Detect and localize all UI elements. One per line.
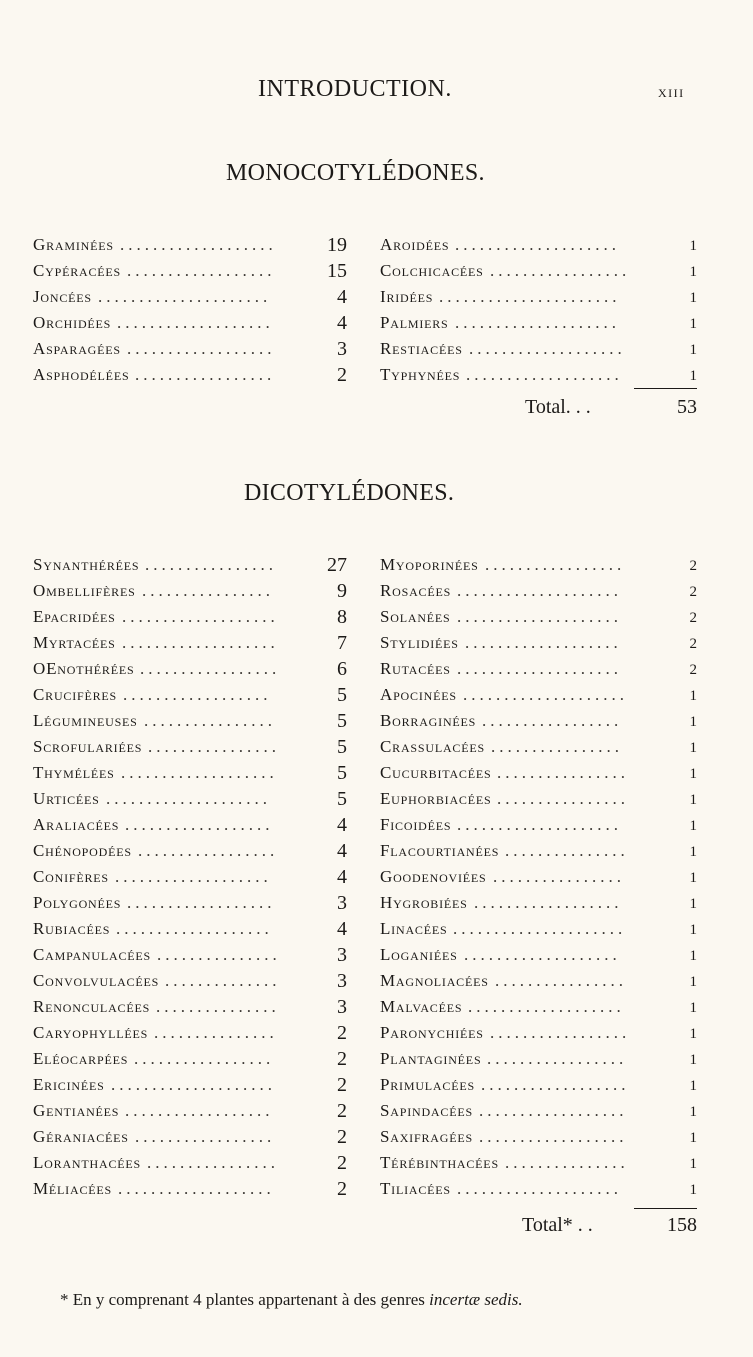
family-row: [380, 604, 697, 630]
family-row: [33, 994, 347, 1020]
family-count: 2: [337, 364, 347, 386]
family-name: Asphodélées: [33, 365, 130, 384]
family-row: [380, 1150, 697, 1176]
leader-dots: ....................: [457, 659, 622, 678]
family-row: [380, 258, 697, 284]
leader-dots: ................: [142, 581, 274, 600]
family-row: [380, 890, 697, 916]
family-row: [380, 362, 697, 388]
family-name: Myrtacées: [33, 633, 116, 652]
family-count: 1: [689, 792, 697, 808]
leader-dots: ...................: [117, 313, 274, 332]
family-row: [33, 578, 347, 604]
family-count: 19: [327, 234, 347, 256]
family-row: [380, 968, 697, 994]
family-name: Gentianées: [33, 1101, 120, 1120]
family-count: 3: [337, 996, 347, 1018]
family-row: [380, 310, 697, 336]
leader-dots: ...................: [468, 997, 625, 1016]
family-name: OEnothérées: [33, 659, 135, 678]
leader-dots: ...................: [469, 339, 626, 358]
leader-dots: .................: [490, 261, 631, 280]
family-name: Araliacées: [33, 815, 120, 834]
family-count: 3: [337, 892, 347, 914]
family-count: 4: [337, 286, 347, 308]
family-count: 2: [337, 1074, 347, 1096]
family-row: [33, 336, 347, 362]
family-name: Renonculacées: [33, 997, 151, 1016]
family-name: Cucurbitacées: [380, 763, 492, 782]
dicotyledones-total-label: Total* . .: [522, 1214, 593, 1236]
leader-dots: ..................: [127, 893, 276, 912]
monocotyledones-title: MONOCOTYLÉDONES.: [226, 160, 485, 186]
leader-dots: ....................: [455, 313, 620, 332]
family-count: 1: [689, 1026, 697, 1042]
family-row: [380, 578, 697, 604]
family-row: [380, 760, 697, 786]
leader-dots: ...................: [115, 867, 272, 886]
family-name: Primulacées: [380, 1075, 475, 1094]
family-count: 9: [337, 580, 347, 602]
family-name: Scrofulariées: [33, 737, 143, 756]
leader-dots: ................: [493, 867, 625, 886]
family-name: Ficoidées: [380, 815, 452, 834]
family-row: [33, 1020, 347, 1046]
family-row: [33, 284, 347, 310]
family-row: [33, 1124, 347, 1150]
family-count: 3: [337, 970, 347, 992]
family-count: 1: [689, 264, 697, 280]
family-row: [33, 1150, 347, 1176]
monocotyledones-left-column: [33, 232, 347, 388]
family-row: [380, 1020, 697, 1046]
family-row: [33, 812, 347, 838]
family-name: Aroidées: [380, 235, 450, 254]
leader-dots: ...............: [154, 1023, 278, 1042]
family-count: 1: [689, 896, 697, 912]
family-count: 7: [337, 632, 347, 654]
family-row: [380, 1072, 697, 1098]
family-count: 4: [337, 814, 347, 836]
family-row: [33, 760, 347, 786]
family-name: Synanthérées: [33, 555, 140, 574]
leader-dots: ..................: [479, 1101, 628, 1120]
family-count: 27: [327, 554, 347, 576]
leader-dots: ..................: [123, 685, 272, 704]
family-row: [380, 1046, 697, 1072]
family-row: [33, 258, 347, 284]
leader-dots: .................: [134, 1049, 275, 1068]
family-count: 1: [689, 238, 697, 254]
family-row: [380, 682, 697, 708]
family-name: Sapindacées: [380, 1101, 473, 1120]
leader-dots: ...............: [157, 945, 281, 964]
family-count: 5: [337, 736, 347, 758]
leader-dots: ................: [147, 1153, 279, 1172]
family-name: Ericinées: [33, 1075, 105, 1094]
family-name: Rosacées: [380, 581, 452, 600]
family-row: [33, 708, 347, 734]
family-name: Rubiacées: [33, 919, 111, 938]
family-row: [380, 812, 697, 838]
leader-dots: ....................: [455, 235, 620, 254]
family-name: Restiacées: [380, 339, 463, 358]
leader-dots: ....................: [457, 607, 622, 626]
leader-dots: ....................: [457, 581, 622, 600]
family-count: 2: [689, 610, 697, 626]
family-name: Loganiées: [380, 945, 458, 964]
family-name: Thymélées: [33, 763, 115, 782]
family-row: [33, 310, 347, 336]
leader-dots: ...................: [118, 1179, 275, 1198]
leader-dots: .................: [490, 1023, 631, 1042]
family-name: Crassulacées: [380, 737, 485, 756]
leader-dots: ..................: [474, 893, 623, 912]
family-row: [33, 942, 347, 968]
family-row: [33, 786, 347, 812]
leader-dots: ...............: [505, 1153, 629, 1172]
family-count: 1: [689, 368, 697, 384]
family-row: [380, 1176, 697, 1202]
family-name: Saxifragées: [380, 1127, 473, 1146]
leader-dots: ....................: [106, 789, 271, 808]
family-count: 1: [689, 1130, 697, 1146]
family-count: 1: [689, 870, 697, 886]
dicotyledones-total-rule: [634, 1208, 697, 1209]
family-name: Magnoliacées: [380, 971, 489, 990]
leader-dots: ..................: [125, 1101, 274, 1120]
family-name: Térébinthacées: [380, 1153, 499, 1172]
family-name: Légumineuses: [33, 711, 138, 730]
family-row: [33, 968, 347, 994]
leader-dots: ................: [144, 711, 276, 730]
family-name: Polygonées: [33, 893, 122, 912]
family-row: [33, 838, 347, 864]
monocotyledones-total-rule: [634, 388, 697, 389]
family-row: [380, 1098, 697, 1124]
leader-dots: .....................: [453, 919, 627, 938]
leader-dots: ...................: [121, 763, 278, 782]
family-name: Graminées: [33, 235, 114, 254]
family-name: Epacridées: [33, 607, 116, 626]
leader-dots: .................: [135, 365, 276, 384]
family-row: [380, 916, 697, 942]
family-name: Solanées: [380, 607, 451, 626]
family-count: 1: [689, 1104, 697, 1120]
family-count: 5: [337, 788, 347, 810]
leader-dots: .....................: [98, 287, 272, 306]
page-number: xiii: [658, 82, 685, 101]
family-count: 2: [337, 1100, 347, 1122]
family-count: 4: [337, 866, 347, 888]
family-name: Tiliacées: [380, 1179, 451, 1198]
leader-dots: .................: [485, 555, 626, 574]
running-header: INTRODUCTION.: [258, 76, 452, 102]
leader-dots: ................: [497, 763, 629, 782]
family-name: Typhynées: [380, 365, 461, 384]
family-name: Plantaginées: [380, 1049, 482, 1068]
leader-dots: ..................: [127, 339, 276, 358]
family-row: [33, 1176, 347, 1202]
leader-dots: ......................: [439, 287, 621, 306]
family-name: Linacées: [380, 919, 448, 938]
family-name: Cypéracées: [33, 261, 122, 280]
family-count: 1: [689, 1000, 697, 1016]
family-row: [380, 552, 697, 578]
family-count: 2: [689, 584, 697, 600]
leader-dots: ....................: [111, 1075, 276, 1094]
family-count: 2: [337, 1048, 347, 1070]
leader-dots: ................: [495, 971, 627, 990]
family-row: [33, 1098, 347, 1124]
family-count: 8: [337, 606, 347, 628]
family-name: Borraginées: [380, 711, 477, 730]
monocotyledones-total-label: Total. . .: [525, 396, 591, 418]
dicotyledones-left-column: [33, 552, 347, 1202]
family-name: Caryophyllées: [33, 1023, 149, 1042]
family-count: 1: [689, 1078, 697, 1094]
family-count: 4: [337, 840, 347, 862]
family-row: [380, 708, 697, 734]
leader-dots: ..................: [125, 815, 274, 834]
family-row: [380, 1124, 697, 1150]
family-row: [380, 864, 697, 890]
family-count: 15: [327, 260, 347, 282]
family-count: 2: [689, 662, 697, 678]
family-row: [33, 890, 347, 916]
family-count: 2: [337, 1126, 347, 1148]
family-name: Orchidées: [33, 313, 112, 332]
family-count: 2: [689, 636, 697, 652]
family-count: 2: [337, 1152, 347, 1174]
dicotyledones-total-value: 158: [667, 1214, 697, 1236]
family-count: 1: [689, 688, 697, 704]
family-name: Campanulacées: [33, 945, 151, 964]
leader-dots: ...................: [466, 365, 623, 384]
family-row: [380, 838, 697, 864]
family-name: Flacourtianées: [380, 841, 500, 860]
leader-dots: ................: [491, 737, 623, 756]
dicotyledones-right-column: [380, 552, 697, 1202]
family-row: [380, 942, 697, 968]
family-name: Paronychiées: [380, 1023, 484, 1042]
family-name: Joncées: [33, 287, 92, 306]
leader-dots: ...................: [465, 633, 622, 652]
family-count: 1: [689, 948, 697, 964]
leader-dots: ...............: [505, 841, 629, 860]
family-row: [33, 552, 347, 578]
monocotyledones-right-column: [380, 232, 697, 388]
family-count: 1: [689, 342, 697, 358]
family-count: 3: [337, 338, 347, 360]
family-count: 6: [337, 658, 347, 680]
family-name: Myoporinées: [380, 555, 479, 574]
family-name: Malvacées: [380, 997, 463, 1016]
family-row: [380, 994, 697, 1020]
family-name: Hygrobiées: [380, 893, 468, 912]
family-count: 1: [689, 740, 697, 756]
leader-dots: ...............: [156, 997, 280, 1016]
family-name: Eléocarpées: [33, 1049, 129, 1068]
family-name: Chénopodées: [33, 841, 132, 860]
leader-dots: ....................: [457, 1179, 622, 1198]
family-row: [33, 656, 347, 682]
family-count: 4: [337, 312, 347, 334]
family-count: 1: [689, 844, 697, 860]
family-row: [380, 630, 697, 656]
family-count: 4: [337, 918, 347, 940]
family-count: 5: [337, 762, 347, 784]
family-name: Ombellifères: [33, 581, 136, 600]
family-row: [380, 734, 697, 760]
leader-dots: ....................: [457, 815, 622, 834]
family-row: [33, 734, 347, 760]
family-count: 5: [337, 710, 347, 732]
footnote-italic: incertæ sedis.: [429, 1290, 523, 1309]
family-name: Géraniacées: [33, 1127, 129, 1146]
leader-dots: ..............: [165, 971, 281, 990]
family-row: [33, 1046, 347, 1072]
family-count: 1: [689, 974, 697, 990]
family-count: 5: [337, 684, 347, 706]
leader-dots: .................: [482, 711, 623, 730]
family-name: Goodenoviées: [380, 867, 487, 886]
leader-dots: .................: [487, 1049, 628, 1068]
family-name: Convolvulacées: [33, 971, 160, 990]
family-count: 1: [689, 1182, 697, 1198]
family-count: 1: [689, 1052, 697, 1068]
family-row: [33, 1072, 347, 1098]
leader-dots: ...................: [122, 607, 279, 626]
leader-dots: ...................: [122, 633, 279, 652]
family-name: Crucifères: [33, 685, 118, 704]
leader-dots: ................: [497, 789, 629, 808]
family-count: 1: [689, 922, 697, 938]
leader-dots: ................: [148, 737, 280, 756]
family-name: Urticées: [33, 789, 100, 808]
family-name: Iridées: [380, 287, 434, 306]
family-row: [380, 786, 697, 812]
dicotyledones-title: DICOTYLÉDONES.: [244, 480, 455, 506]
family-count: 1: [689, 714, 697, 730]
family-count: 1: [689, 766, 697, 782]
family-count: 2: [337, 1178, 347, 1200]
family-name: Apocinées: [380, 685, 457, 704]
family-row: [380, 656, 697, 682]
family-count: 2: [689, 558, 697, 574]
leader-dots: .................: [140, 659, 281, 678]
family-row: [33, 630, 347, 656]
family-row: [380, 284, 697, 310]
leader-dots: ...................: [120, 235, 277, 254]
family-count: 1: [689, 818, 697, 834]
leader-dots: .................: [135, 1127, 276, 1146]
leader-dots: ..................: [127, 261, 276, 280]
family-name: Conifères: [33, 867, 109, 886]
leader-dots: ..................: [479, 1127, 628, 1146]
family-row: [380, 336, 697, 362]
leader-dots: ...................: [116, 919, 273, 938]
family-name: Euphorbiacées: [380, 789, 492, 808]
family-row: [33, 232, 347, 258]
family-count: 2: [337, 1022, 347, 1044]
family-name: Palmiers: [380, 313, 449, 332]
family-name: Asparagées: [33, 339, 121, 358]
family-name: Colchicacées: [380, 261, 484, 280]
monocotyledones-total-value: 53: [677, 396, 697, 418]
family-row: [380, 232, 697, 258]
leader-dots: .................: [138, 841, 279, 860]
leader-dots: ..................: [481, 1075, 630, 1094]
family-name: Méliacées: [33, 1179, 112, 1198]
family-row: [33, 604, 347, 630]
footnote: [60, 1290, 523, 1310]
family-count: 1: [689, 316, 697, 332]
leader-dots: ................: [145, 555, 277, 574]
family-row: [33, 682, 347, 708]
family-row: [33, 362, 347, 388]
family-count: 1: [689, 1156, 697, 1172]
family-name: Stylidiées: [380, 633, 459, 652]
family-count: 1: [689, 290, 697, 306]
family-name: Rutacées: [380, 659, 451, 678]
family-row: [33, 864, 347, 890]
footnote-text: * En y comprenant 4 plantes appartenant à des genres: [60, 1290, 425, 1309]
family-name: Loranthacées: [33, 1153, 141, 1172]
family-row: [33, 916, 347, 942]
family-count: 3: [337, 944, 347, 966]
leader-dots: ...................: [464, 945, 621, 964]
leader-dots: ....................: [463, 685, 628, 704]
